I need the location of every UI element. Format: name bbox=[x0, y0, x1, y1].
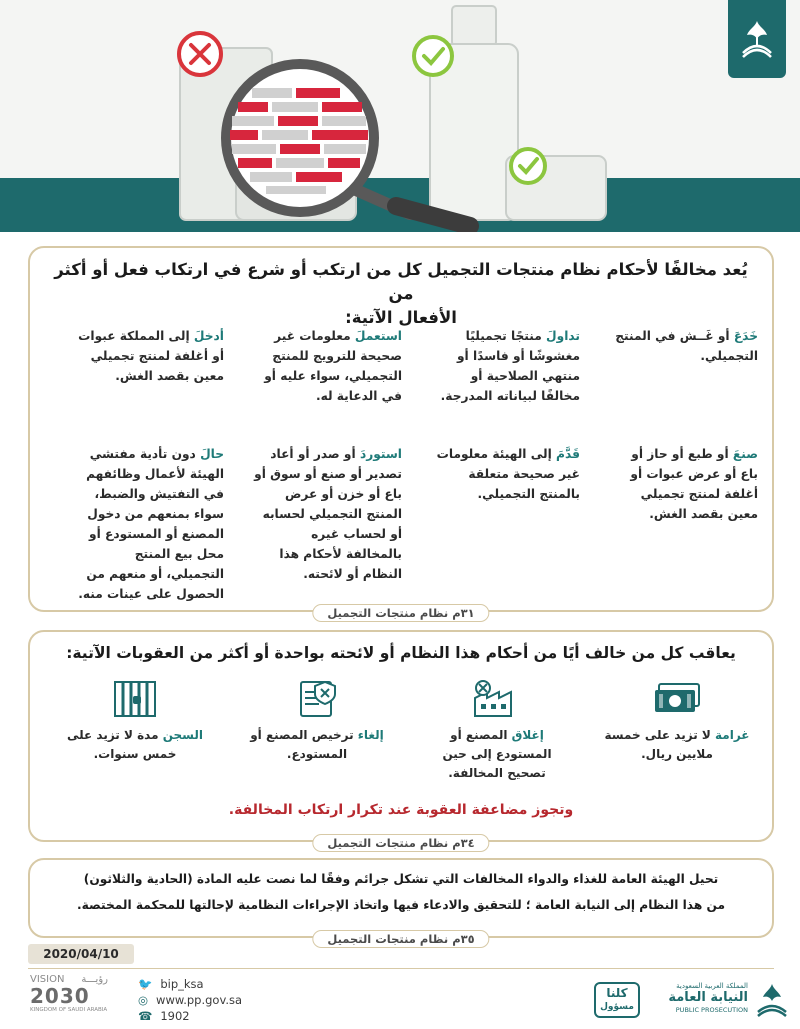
saudi-emblem-icon bbox=[754, 982, 790, 1020]
violations-grid bbox=[30, 248, 776, 614]
penalties-title: يعاقب كل من خالف أيًا من أحكام هذا النظام أو لائحته بواحدة أو أكثر من العقوبات الآتية: bbox=[66, 644, 736, 662]
cosmetics-magnifier-illustration bbox=[0, 0, 800, 232]
penalties-section bbox=[28, 630, 774, 850]
violations-section bbox=[28, 246, 774, 620]
globe-icon: ◎ bbox=[138, 993, 149, 1007]
penalty-license: إلغاء ترخيص المصنع أو المستودع. bbox=[242, 678, 392, 764]
referral-line-2: من هذا النظام إلى النيابة العامة ؛ للتحقيق والادعاء فيها واتخاذ الإجراءات النظامية لإحالتها للمحكمة المختصة. bbox=[76, 898, 726, 912]
prison-icon bbox=[107, 678, 163, 720]
violations-title: يُعد مخالفًا لأحكام نظام منتجات التجميل كل من ارتكب أو شرع في ارتكاب فعل أو أكثر من الأفعال الآتية: bbox=[54, 260, 748, 327]
penalty-doubling-note: وتجوز مضاعفة العقوبة عند تكرار ارتكاب المخالفة. bbox=[228, 802, 574, 818]
saudi-emblem-logo bbox=[728, 0, 786, 78]
money-icon bbox=[649, 678, 705, 720]
article-35-tab: ٣٥م نظام منتجات التجميل bbox=[312, 930, 489, 948]
violation-item: أدخلَ إلى المملكة عبوات أو أغلفة لمنتج تجميلي معين بقصد الغش. bbox=[78, 329, 224, 383]
article-31-tab: ٣١م نظام منتجات التجميل bbox=[312, 604, 489, 622]
hero-illustration bbox=[0, 0, 800, 232]
phone-icon: ☎ bbox=[138, 1009, 153, 1023]
violation-item: استوردَ أو صدر أو أعاد تصدير أو صنع أو سوق أو باع أو خزن أو عرض المنتج التجميلي لحسابه أو لحساب غيره بالمخالفة لأحكام هذا النظام أو لائحته. bbox=[254, 447, 402, 581]
referral-line-1: تحيل الهيئة العامة للغذاء والدواء المخالفات التي تشكل جرائم وفقًا لما نصت عليه المادة (الحادية والثلاثون) bbox=[83, 872, 719, 886]
contact-info bbox=[138, 976, 242, 1024]
penalty-closure: إغلاق المصنع أو المستودع إلى حين تصحيح المخالفة. bbox=[422, 678, 572, 783]
penalty-prison: السجن مدة لا تزيد على خمس سنوات. bbox=[60, 678, 210, 764]
twitter-row[interactable]: 🐦 bip_ksa bbox=[138, 977, 204, 991]
license-icon bbox=[289, 678, 345, 720]
publish-date: 2020/04/10 bbox=[28, 944, 134, 964]
violation-item: تداولَ منتجًا تجميليًا مغشوشًا أو فاسدًا أو منتهي الصلاحية أو مخالفًا لبياناته المدرجة. bbox=[440, 329, 580, 403]
website-row[interactable]: ◎ www.pp.gov.sa bbox=[138, 993, 243, 1007]
violation-item: حالَ دون تأدية مفتشي الهيئة لأعمال وظائفهم في التفتيش والضبط، سواء بمنعهم من دخول المصنع أو المستودع أو محل بيع المنتج التجميلي، أو منعهم من الحصول على عينات منه. bbox=[78, 447, 224, 601]
violation-item: صنعَ أو طبع أو حاز أو باع أو عرض عبوات أو أغلفة لمنتج تجميلي معين بقصد الغش. bbox=[630, 447, 758, 521]
vision-2030-logo: VISION رؤيـــة 2030 KINGDOM OF SAUDI ARABIA bbox=[30, 974, 108, 1013]
penalty-fine: غرامة لا تزيد على خمسة ملايين ريال. bbox=[602, 678, 752, 764]
phone-row[interactable]: ☎ 1902 bbox=[138, 1009, 190, 1023]
violation-item: قَدَّمَ إلى الهيئة معلومات غير صحيحة متعلقة بالمنتج التجميلي. bbox=[436, 447, 580, 501]
public-prosecution-logo: المملكة العربية السعودية النيابة العامة PUBLIC PROSECUTION bbox=[650, 980, 790, 1022]
violation-item: استعملَ معلومات غير صحيحة للترويج للمنتج التجميلي، سواء عليه أو في الدعاية له. bbox=[264, 329, 402, 403]
footer-divider bbox=[28, 968, 774, 969]
kulluna-masool-logo: كلنا مسؤول bbox=[594, 982, 640, 1016]
twitter-icon: 🐦 bbox=[138, 977, 153, 991]
factory-icon bbox=[469, 678, 525, 720]
check-mark-icon bbox=[511, 149, 545, 183]
pump-head bbox=[452, 6, 496, 46]
check-mark-icon bbox=[414, 37, 452, 75]
referral-section bbox=[28, 858, 774, 946]
violation-item: خَدَعَ أو غَــش في المنتج التجميلي. bbox=[615, 329, 758, 363]
article-34-tab: ٣٤م نظام منتجات التجميل bbox=[312, 834, 489, 852]
